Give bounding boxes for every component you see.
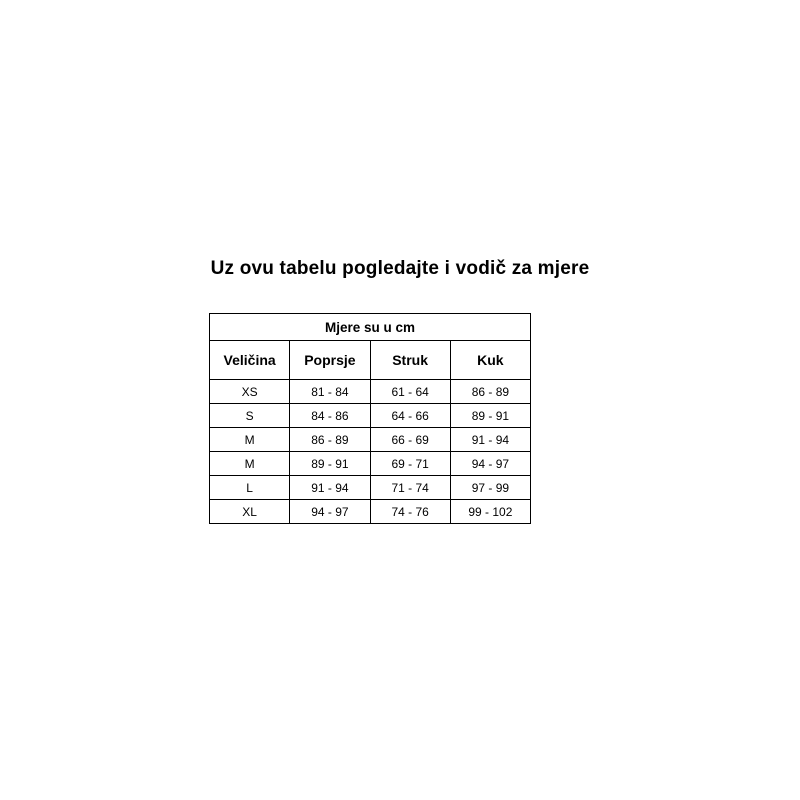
cell-waist: 64 - 66 [370, 404, 450, 428]
cell-bust: 91 - 94 [290, 476, 370, 500]
table-row [210, 380, 531, 404]
cell-hip: 91 - 94 [450, 428, 530, 452]
cell-bust: 84 - 86 [290, 404, 370, 428]
cell-size: M [210, 428, 290, 452]
cell-size: XS [210, 380, 290, 404]
table-caption-row [210, 314, 531, 341]
table-row [210, 404, 531, 428]
cell-bust: 86 - 89 [290, 428, 370, 452]
table-row [210, 476, 531, 500]
cell-hip: 86 - 89 [450, 380, 530, 404]
cell-waist: 74 - 76 [370, 500, 450, 524]
column-header-size: Veličina [210, 341, 290, 380]
cell-hip: 99 - 102 [450, 500, 530, 524]
table-caption: Mjere su u cm [210, 314, 531, 341]
column-header-bust: Poprsje [290, 341, 370, 380]
size-chart-table [209, 313, 531, 524]
table-row [210, 500, 531, 524]
cell-bust: 94 - 97 [290, 500, 370, 524]
column-header-waist: Struk [370, 341, 450, 380]
cell-waist: 61 - 64 [370, 380, 450, 404]
cell-hip: 94 - 97 [450, 452, 530, 476]
size-chart-body [210, 314, 531, 524]
cell-waist: 66 - 69 [370, 428, 450, 452]
cell-waist: 71 - 74 [370, 476, 450, 500]
cell-size: S [210, 404, 290, 428]
cell-size: L [210, 476, 290, 500]
cell-hip: 89 - 91 [450, 404, 530, 428]
cell-hip: 97 - 99 [450, 476, 530, 500]
table-row [210, 428, 531, 452]
table-row [210, 452, 531, 476]
size-chart-container [209, 313, 531, 524]
cell-size: M [210, 452, 290, 476]
cell-bust: 89 - 91 [290, 452, 370, 476]
cell-size: XL [210, 500, 290, 524]
cell-waist: 69 - 71 [370, 452, 450, 476]
page-title: Uz ovu tabelu pogledajte i vodič za mjere [210, 258, 590, 279]
column-header-hip: Kuk [450, 341, 530, 380]
cell-bust: 81 - 84 [290, 380, 370, 404]
table-header-row [210, 341, 531, 380]
